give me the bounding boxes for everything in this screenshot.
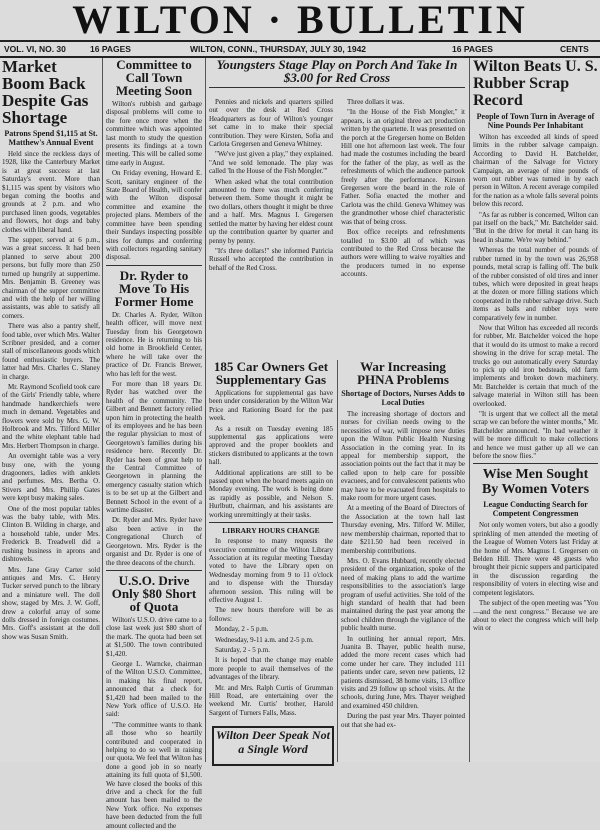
section-rule [106,570,202,571]
page-count-right: 16 PAGES [452,44,493,54]
column-supplementary-gas [209,360,333,722]
article-paragraph: "As far as rubber is concerned, Wilton can pat itself on the back," Mr. Batchelder said. "But in the drive for metal it can hang its head in shame. We're way behind." [473,210,598,244]
library-hours-line: Saturday, 2 - 5 p.m. [215,645,270,654]
story-youngsters-col-a [209,98,333,274]
article-paragraph: Whereas the total number of pounds of rubber turned in by the town was 26,958 pounds, metal scrap is falling off. The bulk of the rubber consisted of old tires and inner tubes, which were deposited in great heaps at the dozen or more filling stations which cooperated in the rubber salvage drive. Such items as balls and rubber toys were comparatively few in number. [473,246,598,322]
story-youngsters-play [209,58,465,358]
article-paragraph: The supper, served at 6 p.m., was a great success. It had been planned to serve about 200 persons, but fully more than 250 turned up hungrily at suppertime. Mrs. Benjamin B. Greeney was chairman of the supper committee and with the help of her willing assistants, was able to satisfy all comers. [2,236,100,320]
headline-wise-men: Wise Men Sought By Women Voters [481,467,590,498]
article-paragraph: Mr. and Mrs. Ralph Curtis of Grumman Hill Road, are entertaining over the weekend Mr. Curtis' brother, Harold Sargent of Turners Falls, Mass. [209,683,333,717]
article-paragraph: One of the most popular tables was the baby table, with Mrs. Clinton B. Wilding in charge, and a household table, under Mrs. Frederick B. Treadwell did a rushing business in aprons and dishtowels. [2,504,100,564]
headline-library-hours: LIBRARY HOURS CHANGE [222,526,320,536]
column-phna [341,360,465,762]
article-paragraph: "It is urgent that we collect all the metal scrap we can before the winter months," Mr. Batchelder announced. "In bad weather it will be more difficult to make collections and hence we must gather up all we can before the snow flies." [473,410,598,461]
article-paragraph: At a meeting of the Board of Directors of the Association at the town hall last Thursday evening, Mrs. Tilford W. Miller, new membership chairman, reported that to date $211.50 had been received in membership contributions. [341,504,465,555]
section-rule [209,522,333,523]
article-paragraph: The increasing shortage of doctors and nurses for civilian needs owing to the necessities of war, will impose new duties upon the Wilton Public Health Nursing Association in the coming year. In its appeal for membership support, the association points out the fact that it may be called upon to help care for possible evacuees, and for convalescent patients who may have to be evacuated from hospitals to make room for more urgent cases. [341,410,466,503]
headline-supplementary-gas: 185 Car Owners Get Supplementary Gas [213,359,329,387]
article-paragraph: Wilton has exceeded all kinds of speed limits in the rubber salvage campaign. According to David H. Batchelder, chairman of the Salvage for Victory Campaign, an average of nine pounds of worn out rubber was turned in by each person in Wilton. A recent average compiled for the nation as a whole falls several points below this record. [473,133,598,209]
article-paragraph: The subject of the open meeting was "You—and the next congress." Because we are about to elect the congress which will help win or [473,599,598,633]
column-divider [102,58,103,762]
article-paragraph: Box office receipts and refreshments totalled to $3.00 all of which was contributed to the Red Cross because the authors were willing to waive royalties and the producers turned in no expense accounts. [341,228,465,279]
article-paragraph: Additional applications are still to be passed upon when the board meets again on Monday evening. The work is being done as rapidly as possible, and Nelson S. Hurlbutt, chairman, and his assistants are working unremittingly at their tasks. [209,468,333,519]
article-paragraph: The new hours therefore will be as follows: [209,606,333,623]
column-committee [106,57,202,830]
column-market-boom [2,58,100,762]
headline-market-boom: Market Boom Back Despite Gas Shortage [2,57,89,127]
section-rule [209,87,465,88]
article-paragraph: On Friday evening, Howard E. Scott, sanitary engineer of the State Board of Health, will confer with the Wilton disposal committee and examine the projected plans. Members of the committee have been spending their Sundays inspecting possible sites for dumps and conferring with collectors regarding sanitary disposal. [106,169,202,262]
headline-youngsters-play: Youngsters Stage Play on Porch And Take In $3.00 for Red Cross [216,57,458,85]
story-youngsters-col-b [341,98,465,281]
headline-committee: Committee to Call Town Meeting Soon [115,57,193,98]
dateline-bar [0,40,600,58]
article-paragraph: When asked what the total contribution amounted to there was much conferring between them. Some thought it might be two dollars, others thought it might be three and a half. Mrs. Magnus I. Gregersen settled the matter by having her eldest count up the contribution quarter by quarter and penny by penny. [209,177,333,245]
article-paragraph: Pennies and nickels and quarters spilled out over the desk at Red Cross Headquarters as four of Wilton's younger set came in to make their special contribution. They were Kirsten, Sofia and Carlota Gregersen and Geneva Whitney. [209,98,333,149]
library-hours-line: Wednesday, 9-11 a.m. and 2-5 p.m. [215,635,314,644]
deck-market-boom: Patrons Spend $1,115 at St. Matthew's Annual Event [4,129,98,147]
article-paragraph: Mr. Raymond Scofield took care of the Girls' Friendly table, where handmade handkerchiefs were much in demand. Vegetables and flowers were sold by Mrs. G. W. Holbrook and Mrs. Tilford Miller and the white elephant table had Mrs. Herbert Thompson in charge. [2,382,100,450]
article-paragraph: In outlining her annual report, Mrs. Juanita B. Thayer, public health nurse, added the more recent cases which had come under her care. They included 111 patients under care, seven new patients, 12 patients dismissed, 38 home visits, 13 office visits and 29 follow up school visits. At the schools, during June, Mrs. Thayer weighed and examined 450 children. [341,634,465,710]
article-paragraph: "In the House of the Fish Mongler," it appears, is an original three act production written by the quartette. It was presented on the porch at the Gregersen home on Belden Hill one hot afternoon last week. The four had made the costumes including the beard for the father of the play, as well as the refreshments of which the audience partook freely after the performance. Kirsten Gregersen wore the beard in the role of Father. Sofia enacted the mother and Carlota was the child. Geneva Whitney was the grandmother whose chief characteristic was that of being cross. [341,108,465,226]
article-paragraph: Now that Wilton has exceeded all records for rubber, Mr. Batchelder voiced the hope that it would do its utmost to make a record showing in the drive for scrap metal. The trucks go out automatically every Saturday to pick up old iron bedsteads, old farm implements and broken down machinery. Mr. Batchelder is certain that much of the salvage material in Wilton still has been overlooked. [473,323,598,408]
article-paragraph: "It's three dollars!" she informed Patricia Russell who accepted the contribution in behalf of the Red Cross. [209,246,333,272]
article-paragraph: George L. Warncke, chairman of the Wilton U.S.O. Committee, in making his final report, announced that a check for $1,420 had been mailed to the New York office of U.S.O. He said: [106,659,202,719]
article-paragraph: Three dollars it was. [347,98,405,106]
column-divider [469,58,470,762]
column-divider [337,360,338,762]
volume-number: VOL. VI, NO. 30 [4,44,66,54]
headline-dr-ryder: Dr. Ryder to Move To His Former Home [114,267,194,309]
article-paragraph: "The committee wants to thank all those who so heartily contributed and cooperated in helping to do so well in raising our quota. We feel that Wilton has done a good job in so nearly attaining its full quota of $1,500. We have closed the books of this drive and a check for the full amount has been mailed to the New York office. No expenses have been deducted from the full amount collected and the [106,720,202,830]
issue-date: WILTON, CONN., THURSDAY, JULY 30, 1942 [190,44,367,54]
library-hours-line: Monday, 2 - 5 p.m. [215,625,269,634]
article-paragraph: Dr. Charles A. Ryder, Wilton health officer, will move next Tuesday from his Georgetown residence. He is returning to his old home in Brookfield Center, where he will take over the practice of Dr. Francis Brewer, who has left for the west. [106,310,202,378]
article-paragraph: Not only women voters, but also a goodly sprinkling of men attended the meeting of the League of Women Voters last Friday at the home of Mrs. Magnus I. Gregersen on Belden Hill. There were 48 guests who brought their picnic suppers and participated in the discussion regarding the responsibility of voters in electing wise and competent legislators. [473,521,598,597]
article-paragraph: Wilton's rubbish and garbage disposal problems will come to the fore once more when the committee which was appointed last month to study the question presents its findings at a town meeting. This will be called some time early in August. [106,100,202,167]
article-paragraph: "We've just given a play," they explained. "And we sold lemonade. The play was called 'In the House of the Fish Mongler.'" [209,150,333,176]
section-rule [106,265,202,266]
page-count-left: 16 PAGES [90,44,131,54]
headline-uso: U.S.O. Drive Only $80 Short of Quota [111,572,197,614]
deck-phna: Shortage of Doctors, Nurses Adds to Local Duties [341,389,465,407]
price: CENTS [560,44,589,54]
article-paragraph: There was also a pantry shelf, food table, over which Mrs. Walter Scribner presided, and a corner stall of miscellaneous goods which found enthusiastic buyers. The latter had Mrs. Charles C. Slaney in charge. [2,322,100,381]
article-paragraph: Mrs. Jane Gray Carter sold antiques and Mrs. C. Henry Tucker served punch to the library and a miniature well. The doll show, staged by Mrs. J. W. Goff, drew a colorful array of some dolls dressed in foreign costumes. Mrs. Goff's assistant at the doll show was Susan Smith. [2,565,100,641]
section-rule [473,463,598,464]
deck-wise-men: League Conducting Search for Competent Congressmen [483,500,588,519]
article-paragraph: During the past year Mrs. Thayer pointed out that she had ex- [341,712,465,729]
article-paragraph: Held since the reckless days of 1928, like the Canterbury Market is at great success at last Saturday's event. More than $1,115 was spent by visitors who began coming the booths and grounds at 2 p.m. and who purchased linen goods, vegetables and flowers, hot dogs and baby clothes with liberal hand. [2,150,100,234]
article-paragraph: Mrs. O. Evans Hubbard, recently elected president of the organization, spoke of the need of making plans to add the wartime responsibilities to the association's large program of useful activities. She told of the high standard of health that had been maintained during the past year among the school children through the vigilance of the public health nurse. [341,556,465,633]
article-paragraph: In response to many requests the executive committee of the Wilton Library Association at its regular meeting Tuesday voted to have the Library open on Wednesday morning from 9 to 11 o'clock and to dispense with the Thursday afternoon session. This ruling will be effective August 1. [209,537,333,604]
masthead-title: WILTON · BULLETIN [72,0,528,42]
article-paragraph: Applications for supplemental gas have been under consideration by the Wilton War Price and Rationing Board for the past week. [209,389,333,423]
article-paragraph: For more than 18 years Dr. Ryder has watched over the health of the community. The Gilbert and Bennett factory relied upon him in protecting the health of its employees and he has been the regular physician to most of Georgetown's families during his residence here. Recently Dr. Ryder has been of great help to the Central Committee of Georgetown in planning the emergency casualty station which is to be set up at the Gilbert and Bennett School in the event of a wartime disaster. [106,379,202,515]
article-paragraph: Wilton's U.S.O. drive came to a close last week just $80 short of the mark. The quota had been set at $1,500. The town contributed $1,420. [106,615,202,658]
headline-phna: War Increasing PHNA Problems [357,359,449,387]
column-rubber-scrap [473,58,598,762]
article-paragraph: An overnight table was a very busy one, with the young dragooners, ladies with anklets and perfumes. Mrs. Bertha O. Stivers and Mrs. Phillip Gates were kept busy making sales. [2,452,100,503]
column-divider [205,58,206,762]
box-wilton-deer: Wilton Deer Speak Not a Single Word [212,726,334,766]
headline-rubber-scrap: Wilton Beats U. S. Rubber Scrap Record [473,58,598,109]
article-paragraph: Dr. Ryder and Mrs. Ryder have also been active in the Congregational Church of Georgetown. Mrs. Ryder is the organist and Dr. Ryder is one of the three deacons of the church. [106,516,202,567]
deck-rubber-scrap: People of Town Turn in Average of Nine Pounds Per Inhabitant [476,112,595,130]
article-paragraph: As a result on Tuesday evening 185 supplemental gas applications were approved and the proper booklets and stickers distributed to applicants at the town hall. [209,424,333,467]
article-paragraph: It is hoped that the change may enable more people to avail themselves of the advantages of the library. [209,656,333,682]
